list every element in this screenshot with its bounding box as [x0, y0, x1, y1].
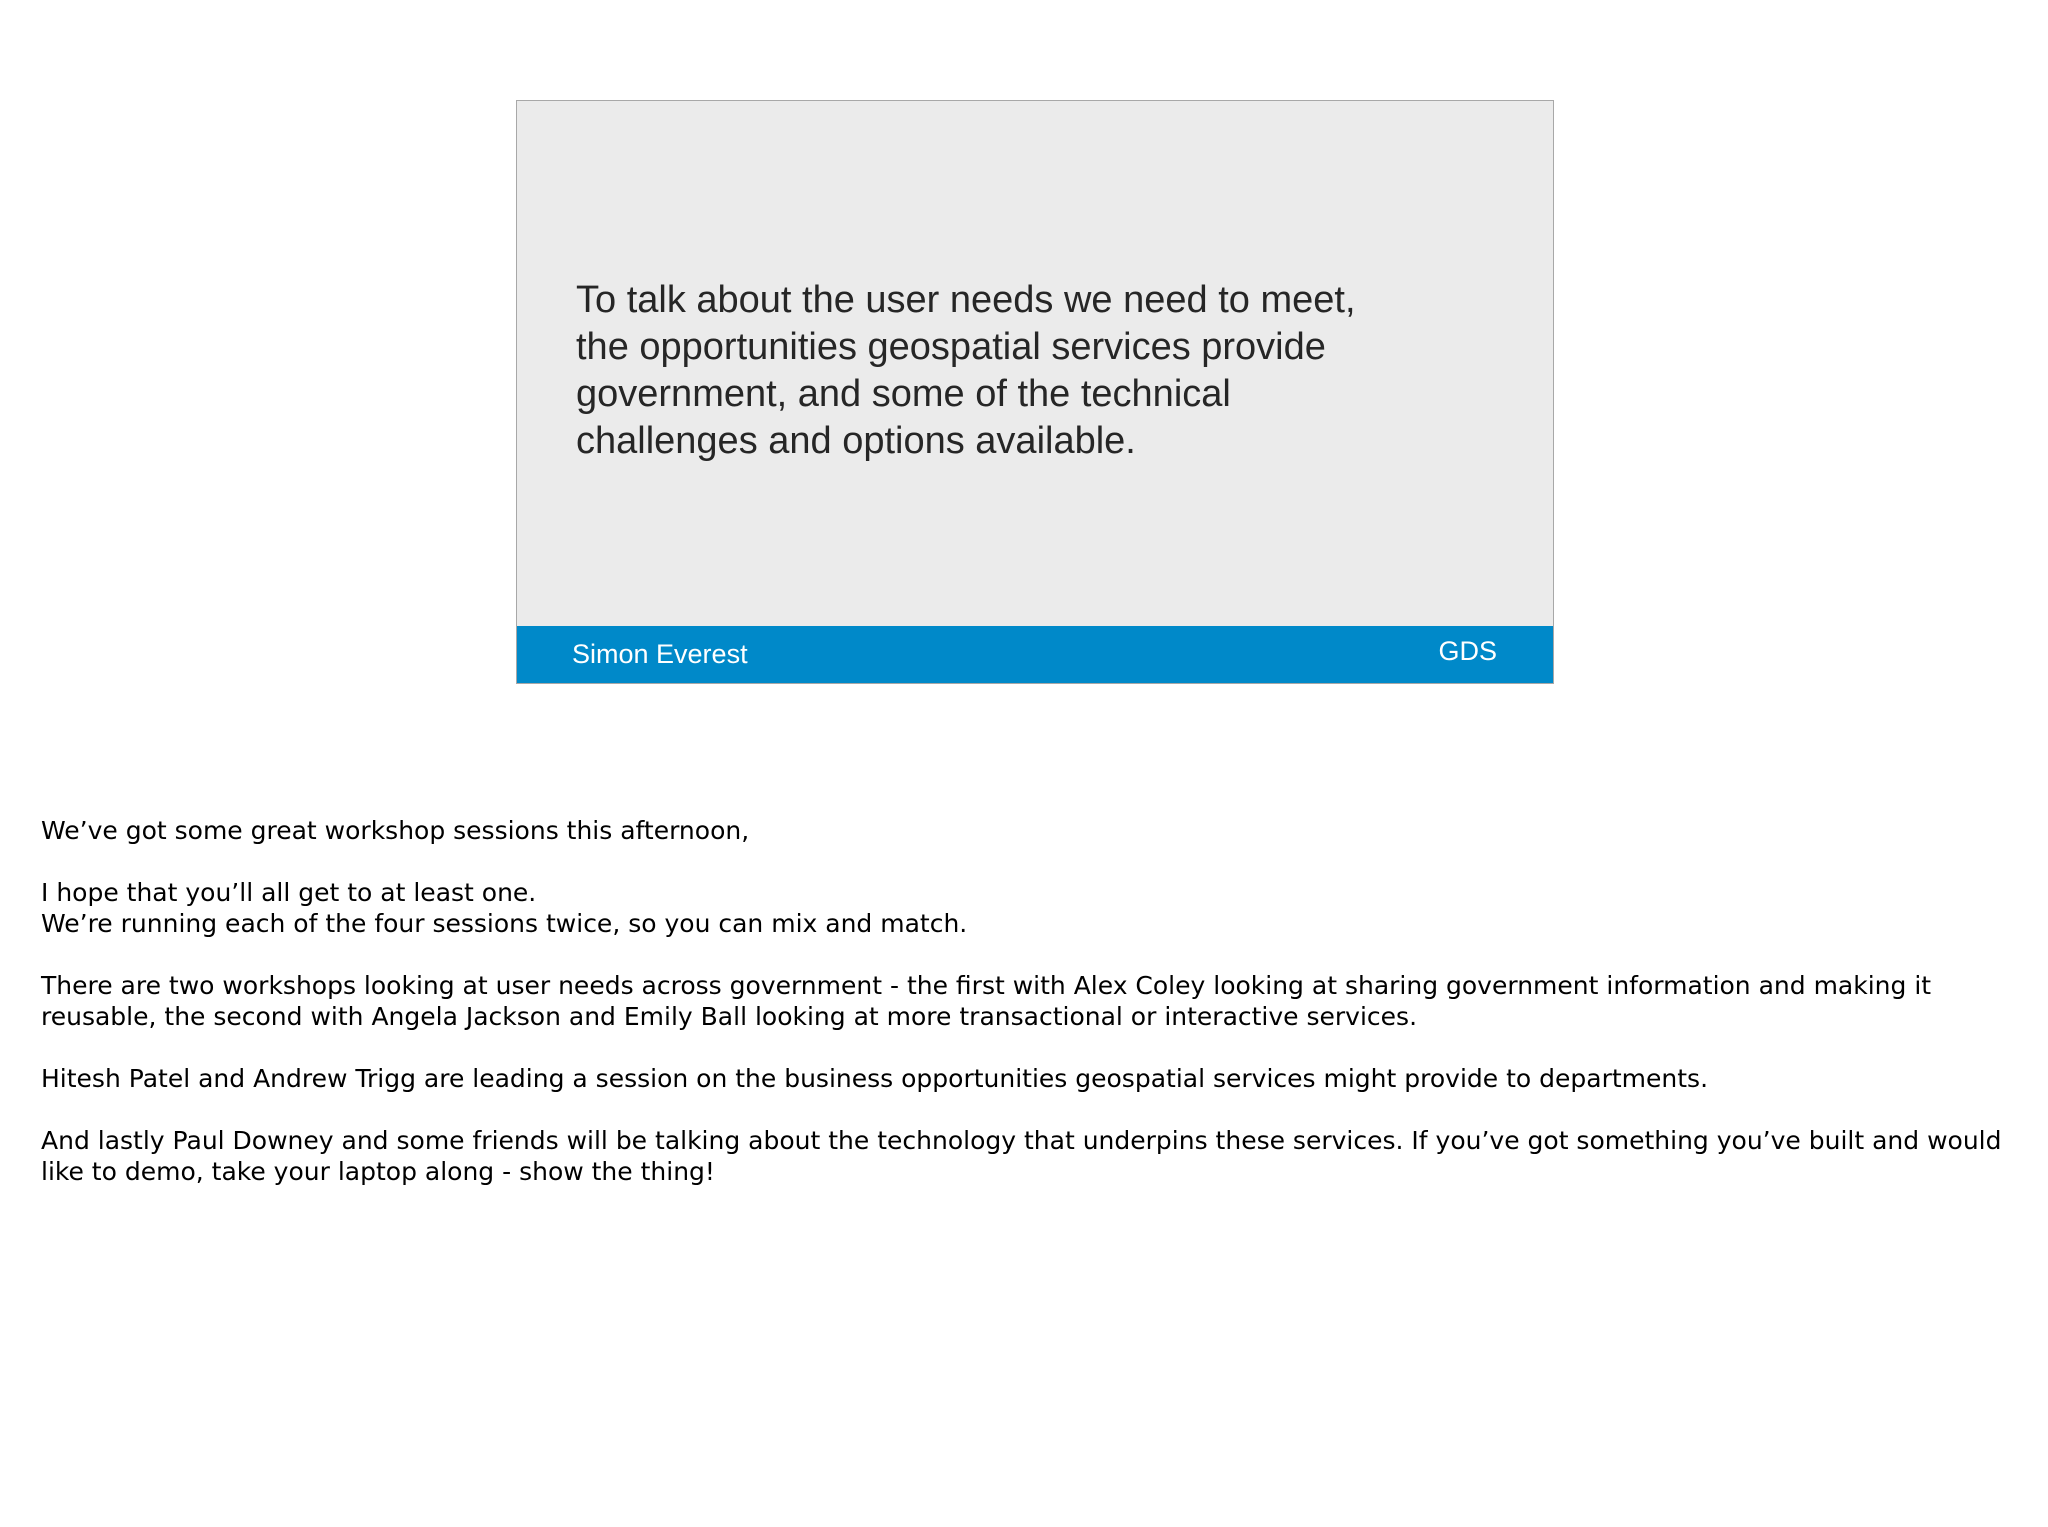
- notes-paragraph-1: We’ve got some great workshop sessions this afternoon,: [41, 816, 750, 845]
- notes-paragraph-3: There are two workshops looking at user needs across government - the first with Alex Coley looking at sharing government information and making it reusable, the second with Angela Jackson and Emily Ball looking at more transactional or interactive services.: [41, 971, 1932, 1031]
- slide-preview: [516, 100, 1554, 684]
- slide-body-text: To talk about the user needs we need to meet, the opportunities geospatial services provide government, and some of the technical challenges and options available.: [576, 279, 1356, 462]
- organisation-label: GDS: [1438, 636, 1497, 666]
- notes-paragraph-5: And lastly Paul Downey and some friends will be talking about the technology that underpins these services. If you’ve got something you’ve built and would like to demo, take your laptop along - show the thing!: [41, 1126, 2002, 1186]
- notes-paragraph-2: I hope that you’ll all get to at least one. We’re running each of the four sessions twice, so you can mix and match.: [41, 878, 968, 938]
- speaker-notes: [41, 815, 2021, 1218]
- presenter-name: Simon Everest: [572, 639, 748, 669]
- slide-footer-bar: [517, 626, 1553, 683]
- notes-paragraph-4: Hitesh Patel and Andrew Trigg are leading a session on the business opportunities geospatial services might provide to departments.: [41, 1064, 1709, 1093]
